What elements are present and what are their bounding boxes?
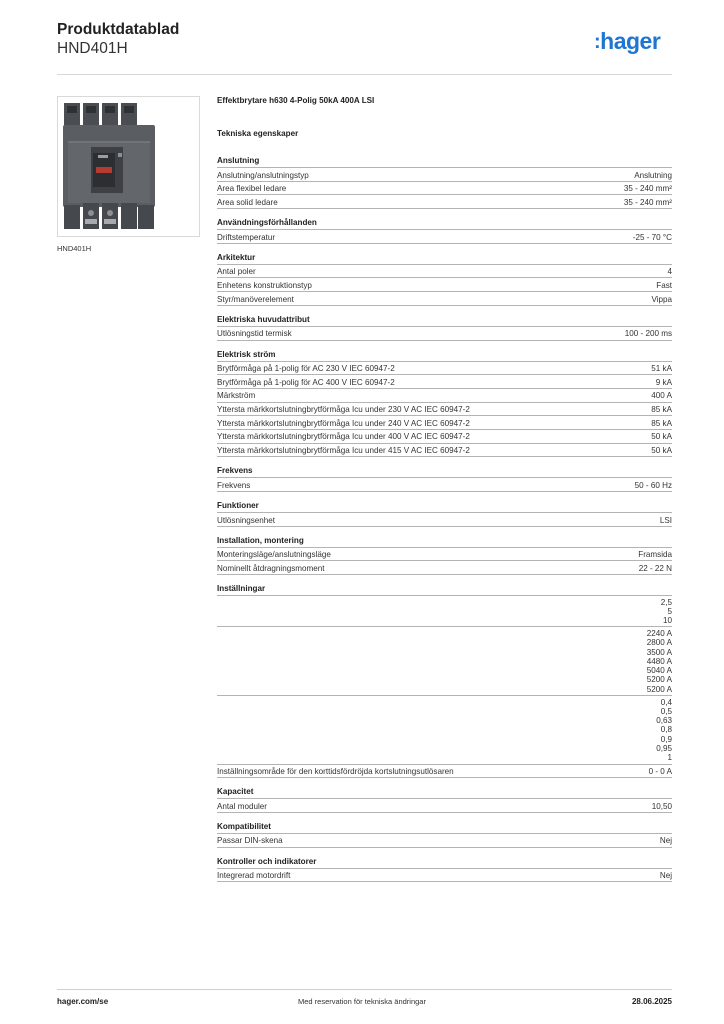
spec-group-title: Användningsförhållanden <box>217 217 672 230</box>
spec-row <box>217 548 672 562</box>
spec-group <box>217 155 672 209</box>
spec-row-label: Driftstemperatur <box>217 232 276 242</box>
spec-group <box>217 314 672 341</box>
spec-row-value-line: 5040 A <box>646 666 672 676</box>
spec-row-label: Yttersta märkkortslutningbrytförmåga Icu under 415 V AC IEC 60947-2 <box>217 446 470 456</box>
spec-row-label: Yttersta märkkortslutningbrytförmåga Icu under 400 V AC IEC 60947-2 <box>217 432 470 442</box>
spec-row-label: Area solid ledare <box>217 197 278 207</box>
spec-row <box>217 596 672 627</box>
spec-row-value: 85 kA <box>651 405 672 415</box>
spec-row-value-line: 4480 A <box>646 656 672 666</box>
spec-row <box>217 513 672 527</box>
spec-group <box>217 217 672 244</box>
spec-row-value: Framsida <box>638 550 672 560</box>
spec-row <box>217 375 672 389</box>
spec-group <box>217 252 672 306</box>
spec-row <box>217 696 672 765</box>
spec-row-label: Antal poler <box>217 267 256 277</box>
spec-group-title: Kapacitet <box>217 786 672 799</box>
spec-group-title: Kontroller och indikatorer <box>217 856 672 869</box>
logo-text: hager <box>600 28 661 54</box>
spec-row <box>217 195 672 209</box>
spec-row-value-line: 0,9 <box>660 734 672 744</box>
spec-row-value-line: 5 <box>667 606 672 616</box>
product-name: Effektbrytare h630 4-Polig 50kA 400A LSI <box>217 96 375 105</box>
spec-row-label: Styr/manöverelement <box>217 294 294 304</box>
spec-row-value: Nej <box>659 871 672 881</box>
spec-group-title: Installation, montering <box>217 535 672 548</box>
spec-content <box>217 95 672 890</box>
spec-row-value: 35 - 240 mm² <box>623 184 672 194</box>
circuit-breaker-icon <box>58 97 199 236</box>
spec-row-value: Vippa <box>651 294 672 304</box>
spec-row-value: 51 kA <box>651 364 672 373</box>
spec-group-title: Elektriska huvudattribut <box>217 314 672 327</box>
spec-heading: Tekniska egenskaper <box>217 129 299 138</box>
spec-row <box>217 444 672 458</box>
spec-row <box>217 265 672 279</box>
spec-row-label: Integrerad motordrift <box>217 871 291 881</box>
spec-group-title: Inställningar <box>217 583 672 596</box>
spec-row <box>217 416 672 430</box>
spec-row-label: Märkström <box>217 391 256 401</box>
spec-row-value <box>661 598 672 627</box>
spec-group <box>217 786 672 813</box>
spec-group-title: Funktioner <box>217 500 672 513</box>
spec-row-value-line: 1 <box>667 753 672 763</box>
spec-row-value: -25 - 70 °C <box>632 232 672 242</box>
spec-row-value: 10,50 <box>651 801 672 811</box>
spec-row <box>217 430 672 444</box>
spec-row-label: Monteringsläge/anslutningsläge <box>217 550 331 560</box>
spec-row-value: Fast <box>656 280 672 290</box>
hager-logo <box>594 28 660 55</box>
product-code: HND401H <box>57 40 128 57</box>
spec-row-label: Brytförmåga på 1-polig för AC 400 V IEC 60947-2 <box>217 377 395 387</box>
spec-row-label: Utlösningstid termisk <box>217 329 292 339</box>
spec-row <box>217 362 672 376</box>
image-caption: HND401H <box>57 244 92 253</box>
spec-group-title: Anslutning <box>217 155 672 168</box>
spec-row <box>217 389 672 403</box>
spec-row-label: Brytförmåga på 1-polig för AC 230 V IEC 60947-2 <box>217 364 395 373</box>
spec-row-label: Frekvens <box>217 480 251 490</box>
spec-row-value-line: 2800 A <box>646 638 672 648</box>
spec-group <box>217 856 672 883</box>
spec-row-value: 400 A <box>651 391 672 401</box>
spec-row-value: 85 kA <box>651 418 672 428</box>
spec-group-title: Frekvens <box>217 465 672 478</box>
spec-row-label: Nominellt åtdragningsmoment <box>217 563 325 573</box>
spec-row-value-line: 2240 A <box>646 628 672 638</box>
footer-disclaimer: Med reservation för tekniska ändringar <box>298 997 426 1006</box>
spec-row-value: 22 - 22 N <box>638 563 672 573</box>
spec-row <box>217 869 672 883</box>
spec-row-value: Anslutning <box>634 170 672 180</box>
spec-row-label: Area flexibel ledare <box>217 184 287 194</box>
spec-group-title: Arkitektur <box>217 252 672 265</box>
spec-row-value-line: 10 <box>662 616 672 626</box>
spec-row-label: Antal moduler <box>217 801 267 811</box>
spec-row <box>217 403 672 417</box>
spec-row-value: 100 - 200 ms <box>624 329 672 339</box>
spec-row-value: 9 kA <box>655 377 672 387</box>
spec-row-value: 4 <box>667 267 672 277</box>
spec-row-value <box>656 698 672 764</box>
spec-row-value-line: 0,8 <box>660 725 672 735</box>
spec-group <box>217 583 672 778</box>
spec-row-value-line: 5200 A <box>646 684 672 694</box>
spec-row <box>217 327 672 341</box>
spec-row-label: Yttersta märkkortslutningbrytförmåga Icu under 240 V AC IEC 60947-2 <box>217 418 470 428</box>
spec-row-label: Utlösningsenhet <box>217 515 276 525</box>
spec-row-label: Inställningsområde för den korttidsfördröjda kortslutningsutlösaren <box>217 767 454 777</box>
spec-row-value-line: 0,63 <box>656 716 672 726</box>
footer-date: 28.06.2025 <box>631 997 672 1006</box>
spec-row <box>217 292 672 306</box>
spec-row <box>217 230 672 244</box>
spec-row <box>217 278 672 292</box>
spec-row-value: 0 - 0 A <box>648 767 672 777</box>
spec-row <box>217 561 672 575</box>
spec-row <box>217 182 672 196</box>
spec-group <box>217 821 672 848</box>
spec-row-value <box>647 629 672 695</box>
spec-row-value: 35 - 240 mm² <box>623 197 672 207</box>
spec-row <box>217 627 672 696</box>
spec-row-value: 50 kA <box>651 432 672 442</box>
spec-row-label: Yttersta märkkortslutningbrytförmåga Icu under 230 V AC IEC 60947-2 <box>217 405 470 415</box>
spec-row-value-line: 0,95 <box>656 744 672 754</box>
product-image <box>57 96 200 237</box>
spec-row-label: Enhetens konstruktionstyp <box>217 280 312 290</box>
spec-row-value: 50 - 60 Hz <box>634 480 672 490</box>
spec-groups <box>217 155 672 882</box>
spec-row-value: Nej <box>659 836 672 846</box>
spec-group <box>217 465 672 492</box>
spec-row-value: LSI <box>659 515 672 525</box>
spec-row <box>217 765 672 779</box>
spec-row-value-line: 0,5 <box>660 706 672 716</box>
spec-row-value-line: 2,5 <box>660 597 672 607</box>
spec-row <box>217 834 672 848</box>
spec-row <box>217 799 672 813</box>
spec-row <box>217 168 672 182</box>
spec-row-value: 50 kA <box>651 446 672 456</box>
spec-group-title: Kompatibilitet <box>217 821 672 834</box>
spec-row <box>217 478 672 492</box>
spec-row-value-line: 5200 A <box>646 675 672 685</box>
header-divider <box>57 74 672 75</box>
logo-dots-icon: : <box>594 31 601 53</box>
document-title: Produktdatablad <box>57 21 180 38</box>
spec-row-label: Anslutning/anslutningstyp <box>217 170 309 180</box>
spec-row-label: Passar DIN-skena <box>217 836 283 846</box>
spec-row-value-line: 3500 A <box>646 647 672 657</box>
spec-group <box>217 349 672 458</box>
footer-website: hager.com/se <box>57 997 109 1006</box>
spec-group-title: Elektrisk ström <box>217 349 672 362</box>
footer-divider <box>57 989 672 990</box>
spec-row-value-line: 0,4 <box>660 697 672 707</box>
spec-group <box>217 500 672 527</box>
document-header <box>57 20 179 58</box>
spec-group <box>217 535 672 575</box>
